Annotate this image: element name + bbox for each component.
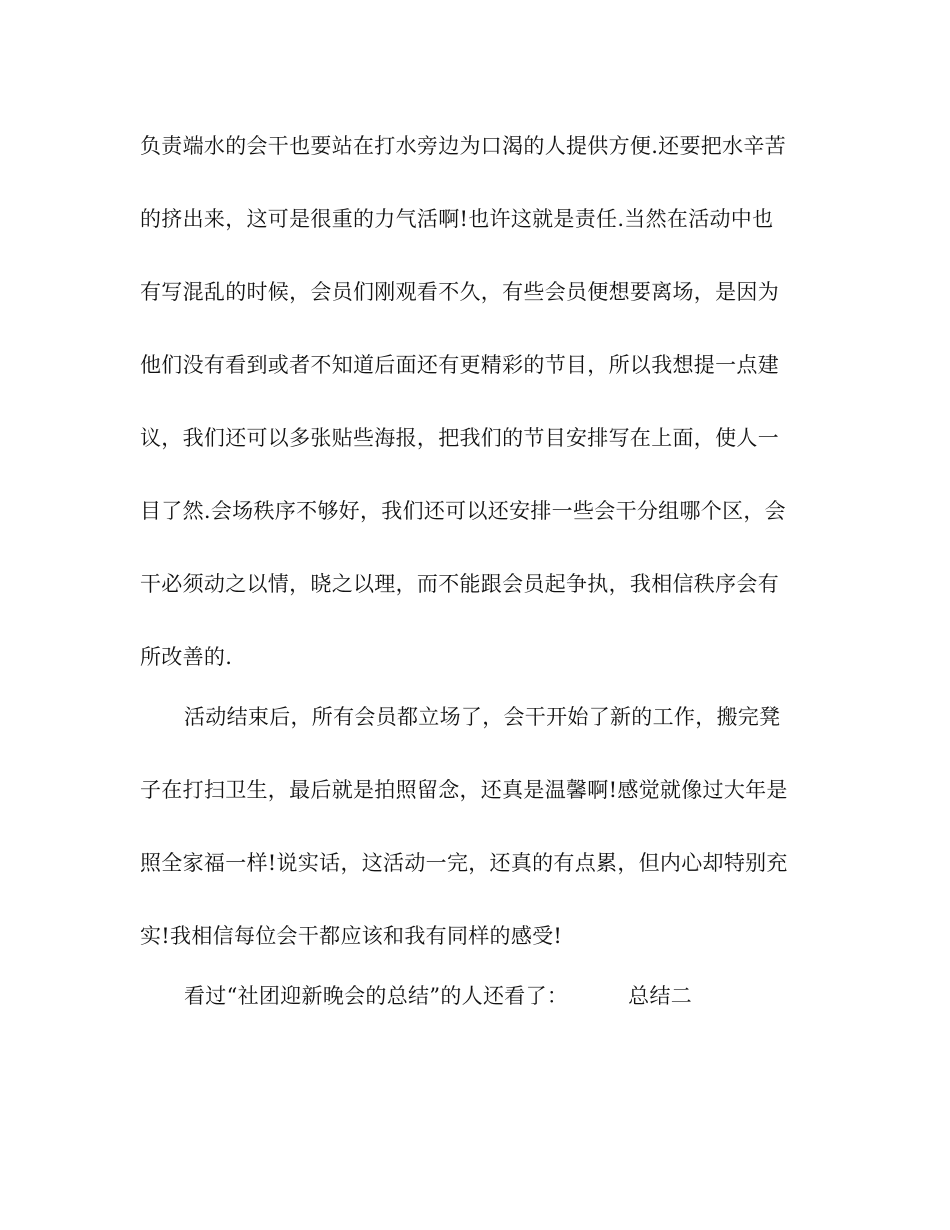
paragraph-line-6: 目了然.会场秩序不够好，我们还可以还安排一些会干分组哪个区，会 <box>140 499 786 523</box>
related-article-link[interactable]: 总结二 <box>628 984 693 1008</box>
paragraph-line-9: 活动结束后，所有会员都立场了，会干开始了新的工作，搬完凳 <box>184 705 781 729</box>
paragraph-line-11: 照全家福一样!说实话，这活动一完，还真的有点累，但内心却特别充 <box>140 851 788 875</box>
related-articles-label: 看过“社团迎新晚会的总结”的人还看了： <box>184 984 569 1008</box>
paragraph-line-8: 所改善的. <box>140 645 233 669</box>
paragraph-line-2: 的挤出来，这可是很重的力气活啊!也许这就是责任.当然在活动中也 <box>140 207 774 231</box>
paragraph-line-7: 干必须动之以情，晓之以理，而不能跟会员起争执，我相信秩序会有 <box>140 572 779 596</box>
paragraph-line-3: 有写混乱的时候，会员们刚观看不久，有些会员便想要离场，是因为 <box>140 280 779 304</box>
paragraph-line-12: 实!我相信每位会干都应该和我有同样的感受! <box>140 924 563 948</box>
paragraph-line-4: 他们没有看到或者不知道后面还有更精彩的节目，所以我想提一点建 <box>140 353 779 377</box>
paragraph-line-1: 负责端水的会干也要站在打水旁边为口渴的人提供方便.还要把水辛苦 <box>140 134 786 158</box>
paragraph-line-5: 议，我们还可以多张贴些海报，把我们的节目安排写在上面，使人一 <box>140 426 779 450</box>
related-articles-line <box>184 982 864 1010</box>
paragraph-line-10: 子在打扫卫生，最后就是拍照留念，还真是温馨啊!感觉就像过大年是 <box>140 778 788 802</box>
